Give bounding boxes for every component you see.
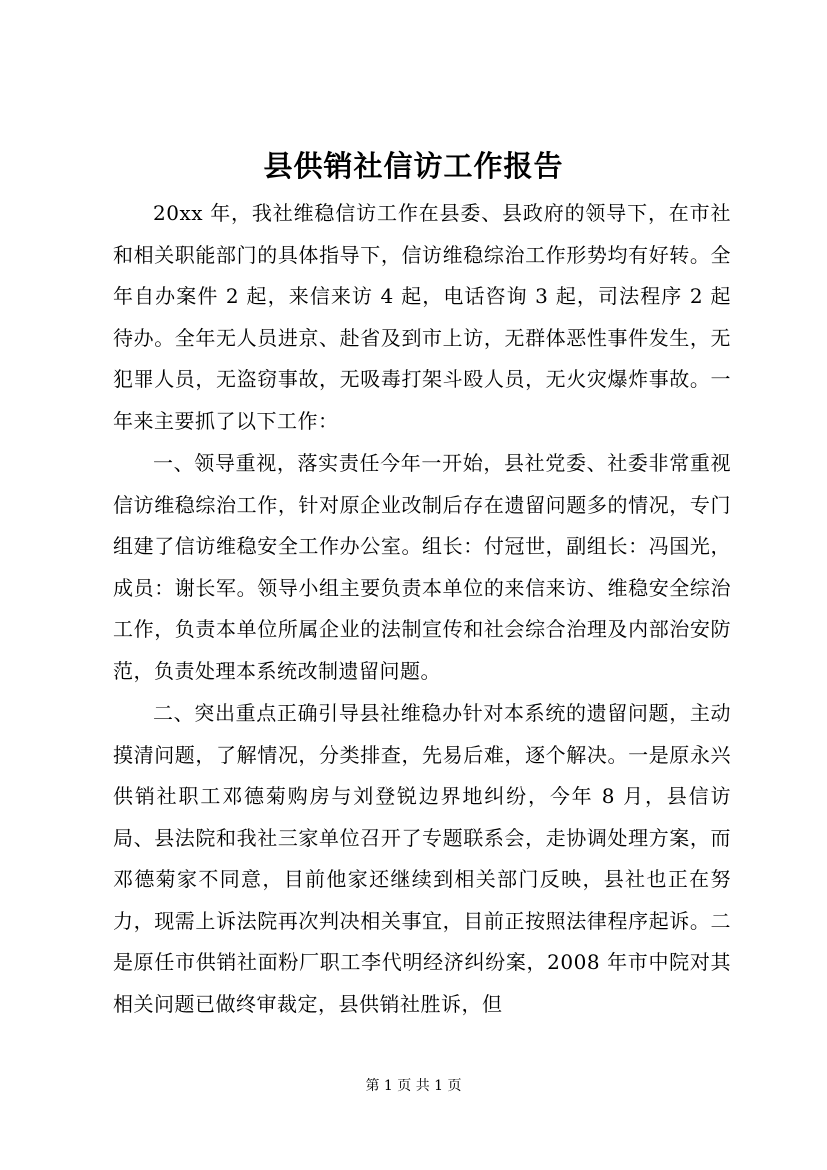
page-footer: 第 1 页 共 1 页 (365, 1078, 462, 1094)
document-body (113, 193, 731, 1025)
paragraph-leadership: 一、领导重视，落实责任今年一开始，县社党委、社委非常重视信访维稳综治工作，针对原企业改制后存在遗留问题多的情况，专门组建了信访维稳安全工作办公室。组长：付冠世，副组长：冯国光，成员：谢长军。领导小组主要负责本单位的来信来访、维稳安全综治工作，负责本单位所属企业的法制宣传和社会综合治理及内部治安防范，负责处理本系统改制遗留问题。 (113, 451, 731, 683)
document-title: 县供销社信访工作报告 (263, 149, 564, 183)
paragraph-intro: 20xx 年，我社维稳信访工作在县委、县政府的领导下，在市社和相关职能部门的具体指导下，信访维稳综治工作形势均有好转。全年自办案件 2 起，来信来访 4 起，电话咨询 3 起，司法程序 2 起待办。全年无人员进京、赴省及到市上访，无群体恶性事件发生，无犯罪人员，无盗窃事故，无吸毒打架斗殴人员，无火灾爆炸事故。一年来主要抓了以下工作： (113, 201, 731, 433)
paragraph-focus: 二、突出重点正确引导县社维稳办针对本系统的遗留问题，主动摸清问题，了解情况，分类排查，先易后难，逐个解决。一是原永兴供销社职工邓德菊购房与刘登锐边界地纠纷，今年 8 月，县信访局、县法院和我社三家单位召开了专题联系会，走协调处理方案，而邓德菊家不同意，目前他家还继续到相关部门反映，县社也正在努力，现需上诉法院再次判决相关事宜，目前正按照法律程序起诉。二是原任市供销社面粉厂职工李代明经济纠纷案，2008 年市中院对其相关问题已做终审裁定，县供销社胜诉，但 (113, 701, 731, 1016)
